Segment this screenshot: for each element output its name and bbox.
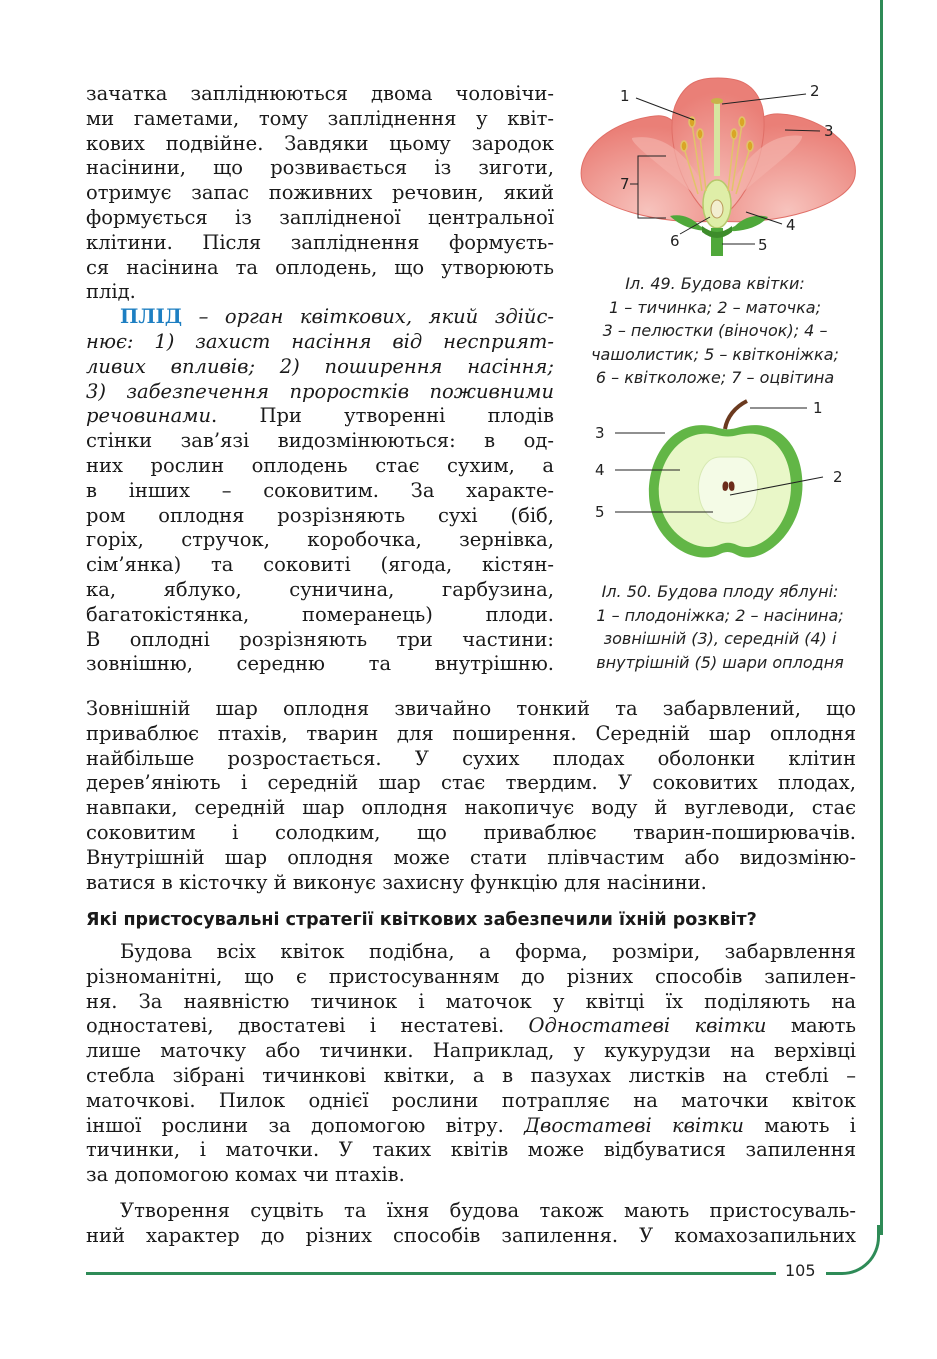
text-line: ка, яблуко, суничина, гарбузина, xyxy=(86,577,554,601)
page-frame-bottom xyxy=(86,1272,776,1275)
text-line: сім’янка) та соковиті (ягода, кістян- xyxy=(86,553,554,577)
flower-label-1: 1 xyxy=(620,87,630,105)
flower-label-2: 2 xyxy=(810,82,820,100)
text-line: багатокістянка, померанець) плоди. xyxy=(86,602,554,626)
text-line: ватися в кісточку й виконує захисну функцію для насінини. xyxy=(86,870,707,894)
figure-50-caption xyxy=(570,580,870,674)
text-line: них рослин оплодень стає сухим, а xyxy=(86,453,554,477)
text-line: соковитим і солодким, що приваблює тварин-поширювачів. xyxy=(86,820,856,844)
caption-line: 3 – пелюстки (віночок); 4 – xyxy=(602,321,828,340)
text-line: плід. xyxy=(86,280,136,304)
apple-label-1: 1 xyxy=(813,399,823,417)
text-line: ми гаметами, тому запліднення у квіт- xyxy=(86,106,554,130)
flower-label-4: 4 xyxy=(786,216,796,234)
text-line: зачатка запліднюються двома чоловічи- xyxy=(86,82,554,105)
text-line: стінки зав’язі видозмінюються: в од- xyxy=(86,429,554,453)
full-width-text xyxy=(86,697,856,895)
text-line: ний характер до різних способів запилення. У комахозапильних xyxy=(86,1223,856,1247)
text-line: стебла зібрані тичинкові квітки, а в пазухах листків на стеблі – xyxy=(86,1063,856,1087)
apple-label-4: 4 xyxy=(595,461,605,479)
text-line: навпаки, середній шар оплодня накопичує воду й вуглеводи, стає xyxy=(86,796,856,820)
apple-label-3: 3 xyxy=(595,424,605,442)
text-line: ня. За наявністю тичинок і маточок у квітці їх поділяють на xyxy=(86,989,856,1013)
apple-label-5: 5 xyxy=(595,503,605,521)
text-line: різноманітні, що є пристосуванням до різних способів запилен- xyxy=(86,964,856,988)
text-line: Утворення суцвіть та їхня будова також мають пристосуваль- xyxy=(120,1199,856,1222)
text-line: в інших – соковитим. За характе- xyxy=(86,478,554,502)
figure-49-caption xyxy=(570,272,860,390)
apple-structure-figure xyxy=(585,395,855,570)
flower-label-6: 6 xyxy=(670,232,680,250)
text-line: формується із заплідненої центральної xyxy=(86,205,554,229)
flower-structure-figure xyxy=(570,76,870,266)
text-line xyxy=(86,1014,856,1039)
left-column-text xyxy=(86,82,554,677)
definition-line xyxy=(86,404,554,429)
text-line: насінини, що розвивається із зиготи, xyxy=(86,156,554,180)
caption-line: внутрішній (5) шари оплодня xyxy=(596,652,844,672)
definition-line: нює: 1) захист насіння від несприят- xyxy=(86,329,554,353)
text-line: горіх, стручок, коробочка, зернівка, xyxy=(86,528,554,552)
text-line: за допомогою комах чи птахів. xyxy=(86,1163,405,1187)
caption-line: 1 – тичинка; 2 – маточка; xyxy=(609,297,821,317)
text-line: зовнішню, середню та внутрішню. xyxy=(86,652,554,676)
text-line: клітини. Після запліднення формуєть- xyxy=(86,230,554,254)
text-line: отримує запас поживних речовин, який xyxy=(86,181,554,205)
text-line: найбільше розростається. У сухих плодах оболонки клітин xyxy=(86,746,856,770)
stem-shape xyxy=(702,226,732,256)
apple-label-2: 2 xyxy=(833,468,843,486)
text-line: тичинки, і маточки. У таких квітів може відбуватися запилення xyxy=(86,1138,856,1162)
caption-line: Іл. 50. Будова плоду яблуні: xyxy=(601,582,839,601)
page-number: 105 xyxy=(785,1261,816,1280)
text-line: ся насінина та оплодень, що утворюють xyxy=(86,255,554,279)
text-fragment: іншої рослини за допомогою вітру. xyxy=(86,1113,525,1137)
caption-line: зовнішній (3), середній (4) і xyxy=(603,629,837,648)
caption-line: Іл. 49. Будова квітки: xyxy=(625,274,805,293)
caption-line: 1 – плодоніжка; 2 – насінина; xyxy=(596,605,844,625)
term-plid: ПЛІД xyxy=(120,305,183,329)
text-line: приваблює птахів, тварин для поширення. Середній шар оплодня xyxy=(86,721,856,745)
text-fragment: мають і xyxy=(743,1113,856,1137)
page-frame-bottom-end xyxy=(826,1272,836,1275)
text-fragment: . При утворенні плодів xyxy=(211,404,554,428)
definition-line: 3) забезпечення проростків поживними xyxy=(86,379,554,403)
caption-line: 6 – квітколоже; 7 – оцвітина xyxy=(595,368,835,387)
text-line: маточкові. Пилок однієї рослини потрапляє на маточки квіток xyxy=(86,1088,856,1112)
section-heading: Які пристосувальні стратегії квіткових забезпечили їхній розквіт? xyxy=(86,910,757,930)
apple-shape xyxy=(649,401,803,558)
text-fragment: одностатеві, двостатеві і нестатеві. xyxy=(86,1014,529,1038)
caption-line: чашолистик; 5 – квітконіжка; xyxy=(591,344,839,364)
text-line: кових подвійне. Завдяки цьому зародок xyxy=(86,131,554,155)
text-fragment: мають xyxy=(766,1014,856,1038)
flower-label-3: 3 xyxy=(824,122,834,140)
paragraph-flower-types xyxy=(86,940,856,1188)
definition-text: речовинами xyxy=(86,404,211,428)
text-line: В оплодні розрізняють три частини: xyxy=(86,627,554,651)
paragraph-inflorescence xyxy=(86,1199,856,1249)
definition-text: – орган квіткових, який здійс- xyxy=(182,305,554,329)
term-bisexual: Двостатеві квітки xyxy=(524,1113,744,1137)
flower-label-5: 5 xyxy=(758,236,768,254)
text-line: лише маточку або тичинки. Наприклад, у кукурудзи на верхівці xyxy=(86,1039,856,1063)
text-line: дерев’яніють і середній шар стає твердим. У соковитих плодах, xyxy=(86,771,856,795)
flower-label-7: 7 xyxy=(620,175,630,193)
page-frame-right xyxy=(880,0,883,1235)
text-line xyxy=(86,1114,856,1139)
text-line: Внутрішній шар оплодня може стати плівчастим або видозміню- xyxy=(86,845,856,869)
text-line: Будова всіх квіток подібна, а форма, розміри, забарвлення xyxy=(120,940,856,963)
definition-line: ливих впливів; 2) поширення насіння; xyxy=(86,354,554,378)
term-unisexual: Одностатеві квітки xyxy=(528,1014,767,1038)
text-line: Зовнішній шар оплодня звичайно тонкий та забарвлений, що xyxy=(86,697,856,720)
definition-line xyxy=(86,305,554,330)
text-line: ром оплодня розрізняють сухі (біб, xyxy=(86,503,554,527)
